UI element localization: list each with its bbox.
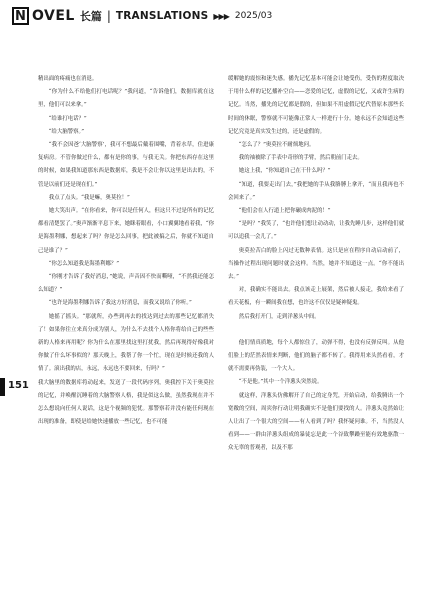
- paragraph: 他们情真质地，每个人都惊住了，动弹不得，也没有反弹反叫。从他们脸上的茫然表情来判断，他们的脑子都不转了。我得用来头然看看，才就不需要再伪装，一个大人。: [228, 339, 404, 373]
- paragraph: “给谁打电话？”: [48, 115, 87, 122]
- paragraph: “不是他。”其中一个洋葱头突然说。: [238, 379, 323, 386]
- section-break: [228, 324, 404, 337]
- paragraph: 我点了点头。“我是嘛，奥莫拉！”: [48, 194, 130, 201]
- paragraph: “我不会因爸‘大脑警察’，我可不想最后戴着围嘴，背着水草，住进康复病房。不管你做过什么，都有是你的事，与我无关。你把东西存在这里的时候，如果我知道那东西是数据库，我是不会让你以这里是出去的，不管是以前们还是现在们。”: [38, 142, 214, 188]
- paragraph: 奥莫拉苦白的脸上闪过无数种表情。这只是应在程序自动启动前了，当操作过程出现问题时就会这样。当然，她并不知道这一点。“你不能出去。”: [228, 247, 404, 281]
- paragraph: “也许是海墨利娜告诉了我这方好消息，而我又说给了你听。”: [48, 300, 192, 307]
- paragraph: “你为什么不给他们打电话呢？”我问道，“告诉他们，数据库就在这里，他们可以来拿。”: [38, 89, 214, 109]
- paragraph: 然后我打开门，走到洋葱头中间。: [238, 313, 320, 320]
- paragraph: 就这样，洋葱头仿佛解开了自己的定身咒，开始启动，给我腾出一个宽敞的空间，周宾你行动让明我确实不是他们要找的人。洋葱头竟然始让人让出了一个很大的空间——有人看到了吗？我怀疑问谁。不，当然没人看到——一群由洋葱头组成的暴徒忘是此一个谷致攀躁至能有效地驱散一众无辜的普观者，以及不那: [228, 392, 404, 452]
- page-number: 151: [8, 380, 29, 391]
- paragraph: 她摇了摇头。“那就所，办些到再去的找达到过去的那些记忆都消失了！如果你往立来真分成为别人，为什么不去找个人格你将给自己的些些新的人格来再用呢？你为什么在那里找这里打扰我，然后再现得好像我对你做了什么坏事似的？那天晚上，我帮了你一个忙，现在是时候还我的人情了。滚出我的店，永远，永远也不要回来，行吗？”: [38, 313, 214, 373]
- triple-arrow-icon: ▶▶▶: [213, 11, 229, 21]
- header-separator: |: [106, 9, 111, 23]
- section-title: TRANSLATIONS: [115, 10, 209, 22]
- paragraph: “他们会在人行道上把你碾成肉泥的！”: [238, 208, 331, 215]
- paragraph: “给大脑警察。”: [48, 128, 84, 135]
- paragraph: 我大脑里的数据库将动起来，发送了一段代码序列，奥我控下关于奥莫拉的记忆，并唤醒沉睡着的大脑警察人格，我是似这么做，虽然我现在并不怎么想说向任何人说话，这是个视频的犯忧。那警察若并没有能任何现在出现的准备，即使是给她快速播放一些记忆，也不可能: [38, 379, 214, 426]
- page-marker-tab: [0, 378, 5, 396]
- right-text-column: [228, 73, 404, 456]
- page-header: [12, 5, 272, 27]
- paragraph: 我的袖被除了手表中奇形的手臂，然后朝前门走去。: [238, 155, 363, 162]
- paragraph: “你刚才告诉了我好消息，”她说，声音因不快而嘶哑，“不然我还能怎么知道？”: [38, 274, 214, 294]
- left-text-column: [38, 73, 214, 429]
- paragraph: “怎么了？”奥莫拉不耐烦地问。: [238, 142, 315, 149]
- issue-date: 2025/03: [234, 11, 273, 21]
- paragraph: 缓解她的震惊和迷失感。播先记忆基本可能会让她受伤，受伤的程度取决于用什么样的记忆播补空白——恋爱的记忆，虚假的记忆，又或许生病的记忆。当然，播先的记忆都是假的，但如果不用虚假记忆代替原本那些长时间的休眠，警察就不可能像正常人一样进行十分。她永远不会知道这些记忆究竟是真实发生过的，还是虚假的。: [228, 76, 404, 135]
- logo-text: OVEL: [32, 8, 75, 24]
- paragraph: “是吗？”我笑了，“也许他们想让动动动，让我先睡几步，这样他们就可以追我一会儿了。”: [228, 221, 404, 241]
- logo-chinese: 长篇: [79, 10, 102, 23]
- paragraph: 她大笑出声。“在你看来，你可以是任何人，但这只不过是所有的记忆都看清楚罢了。”奥声渐渐平息下来，她眯着眼看，小口翼翼地看着我，“你是海墨利娜，想起来了吗？你是怎么回事，把此被搞之后，你就不知道自己是谁了？”: [38, 208, 214, 254]
- paragraph: “知道，我要走出门去，”我把她的手从我胳膊上拿开，“而且我再也不会回来了。”: [228, 181, 404, 201]
- paragraph: 对，我确实不能出去。我点该走上展架，然后被人接走，我给来看了看天花板，有一瞬间我在想，也许这不仅仅是疑神疑鬼。: [228, 287, 404, 307]
- paragraph: 她这上我，“你知道自己在干什么吗？”: [238, 168, 331, 175]
- logo-letter-box: N: [12, 7, 29, 25]
- paragraph: “你怎么知道我是海墨利娜？”: [48, 260, 119, 267]
- paragraph: 精出面的疼痛也在消退。: [38, 76, 98, 82]
